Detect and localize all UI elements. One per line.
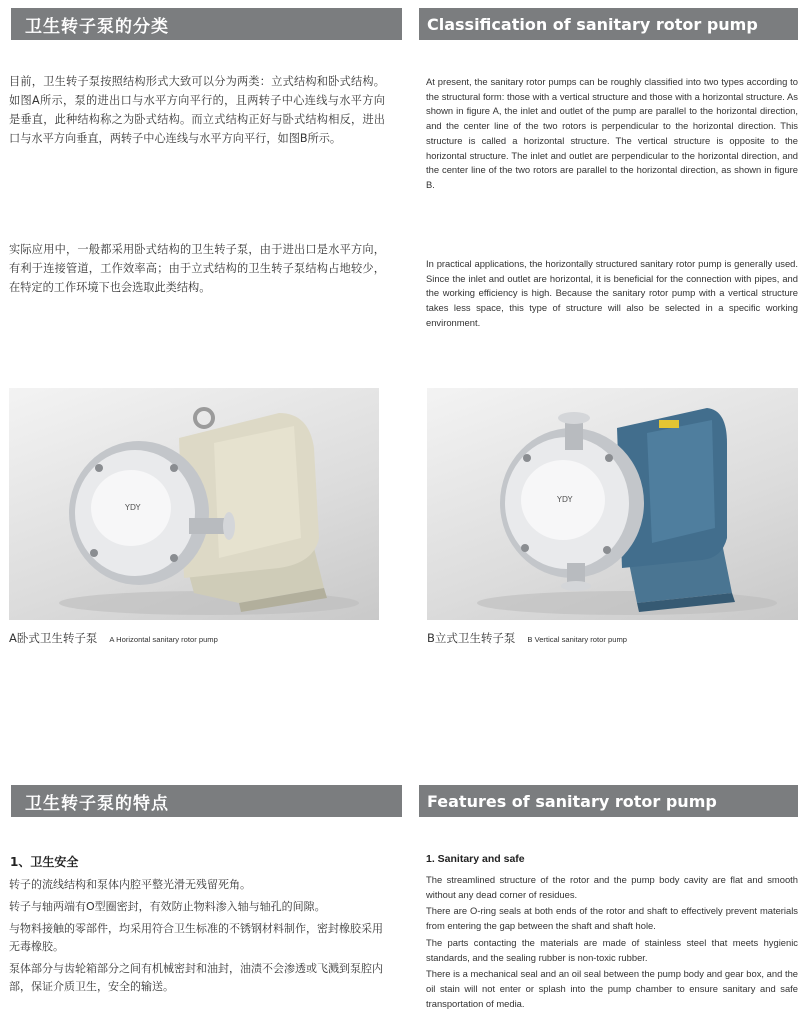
feature-line-zh: 转子与轴两端有O型圈密封，有效防止物料渗入轴与轴孔的间隙。 bbox=[9, 900, 326, 913]
features-header-zh bbox=[11, 785, 402, 817]
features-title-zh: 卫生转子泵的特点 bbox=[25, 793, 169, 814]
feature-line-en: There is a mechanical seal and an oil seal between the pump body and gear box, and the oil stain will not enter or splash into the pump chamber to ensure sanitary and safe transportation of media. bbox=[426, 968, 798, 1010]
classification-paragraph-zh-1: 目前，卫生转子泵按照结构形式大致可以分为两类：立式结构和卧式结构。如图A所示，泵的进出口与水平方向平行的，且两转子中心连线与水平方向是垂直，此种结构称之为卧式结构。而立式结构正好与卧式结构相反，进出口与水平方向垂直，两转子中心连线与水平方向平行，如图B所示。 bbox=[9, 75, 385, 145]
feature-line-zh: 与物料接触的零部件，均采用符合卫生标准的不锈钢材料制作，密封橡胶采用无毒橡胶。 bbox=[9, 922, 383, 953]
figure-a-caption-en: A Horizontal sanitary rotor pump bbox=[109, 635, 218, 644]
feature-line-en: The parts contacting the materials are made of stainless steel that meets hygienic standards, and the sealing rubber is non-toxic rubber. bbox=[426, 936, 798, 963]
section-header-en bbox=[419, 8, 798, 40]
classification-paragraph-en-2: In practical applications, the horizontally structured sanitary rotor pump is generally used. Since the inlet and outlet are horizontal, it is beneficial for the connection with pipes, and the working efficiency is high. Because the sanitary rotor pump with a vertical structure takes less space, this type of structure will also be selected in a specific working environment. bbox=[426, 258, 798, 328]
section-title-zh: 卫生转子泵的分类 bbox=[25, 16, 169, 37]
figure-b-caption bbox=[427, 630, 627, 646]
features-title-en: Features of sanitary rotor pump bbox=[427, 791, 717, 811]
figure-a-caption bbox=[9, 630, 218, 646]
feature-line-zh: 转子的流线结构和泵体内腔平整光滑无残留死角。 bbox=[9, 878, 251, 891]
classification-paragraph-zh-2: 实际应用中，一般都采用卧式结构的卫生转子泵，由于进出口是水平方向，有利于连接管道，工作效率高；由于立式结构的卫生转子泵结构占地较少，在特定的工作环境下也会选取此类结构。 bbox=[9, 243, 385, 294]
feature-line-zh: 泵体部分与齿轮箱部分之间有机械密封和油封，油渍不会渗透或飞溅到泵腔内部，保证介质卫生，安全的输送。 bbox=[9, 962, 383, 993]
vertical-pump-photo bbox=[427, 388, 798, 620]
features-header-en bbox=[419, 785, 798, 817]
feature-heading-zh: 1、卫生安全 bbox=[10, 855, 79, 869]
feature-list-en bbox=[426, 873, 798, 1014]
feature-line-en: There are O-ring seals at both ends of the rotor and shaft to effectively prevent materials from entering the gap between the shaft and shaft hole. bbox=[426, 905, 798, 932]
section-header-zh bbox=[11, 8, 402, 40]
figure-b-caption-zh: B立式卫生转子泵 bbox=[427, 631, 516, 645]
feature-line-en: The streamlined structure of the rotor and the pump body cavity are flat and smooth without any dead corner of residues. bbox=[426, 874, 798, 900]
figure-b-caption-en: B Vertical sanitary rotor pump bbox=[527, 635, 627, 644]
brand-logo-a: YDY bbox=[125, 503, 141, 512]
horizontal-pump-photo bbox=[9, 388, 379, 620]
section-title-en: Classification of sanitary rotor pump bbox=[427, 14, 758, 34]
classification-paragraph-en-1: At present, the sanitary rotor pumps can be roughly classified into two types according to the structural form: those with a vertical structure and those with a horizontal structure. As shown in figure A, the inlet and outlet of the pump are parallel to the horizontal direction, and the center line of the two rotors is perpendicular to the horizontal direction. This structure is called a horizontal structure. The vertical structure is opposite to the horizontal structure. The inlet and outlet are perpendicular to the horizontal direction, and the center line of the two rotors are parallel to the horizontal direction, as shown in figure B. bbox=[426, 76, 798, 190]
feature-list-zh bbox=[9, 876, 385, 1000]
feature-heading-en: 1. Sanitary and safe bbox=[426, 853, 525, 865]
brand-logo-b: YDY bbox=[557, 495, 573, 504]
figure-a-caption-zh: A卧式卫生转子泵 bbox=[9, 631, 98, 645]
